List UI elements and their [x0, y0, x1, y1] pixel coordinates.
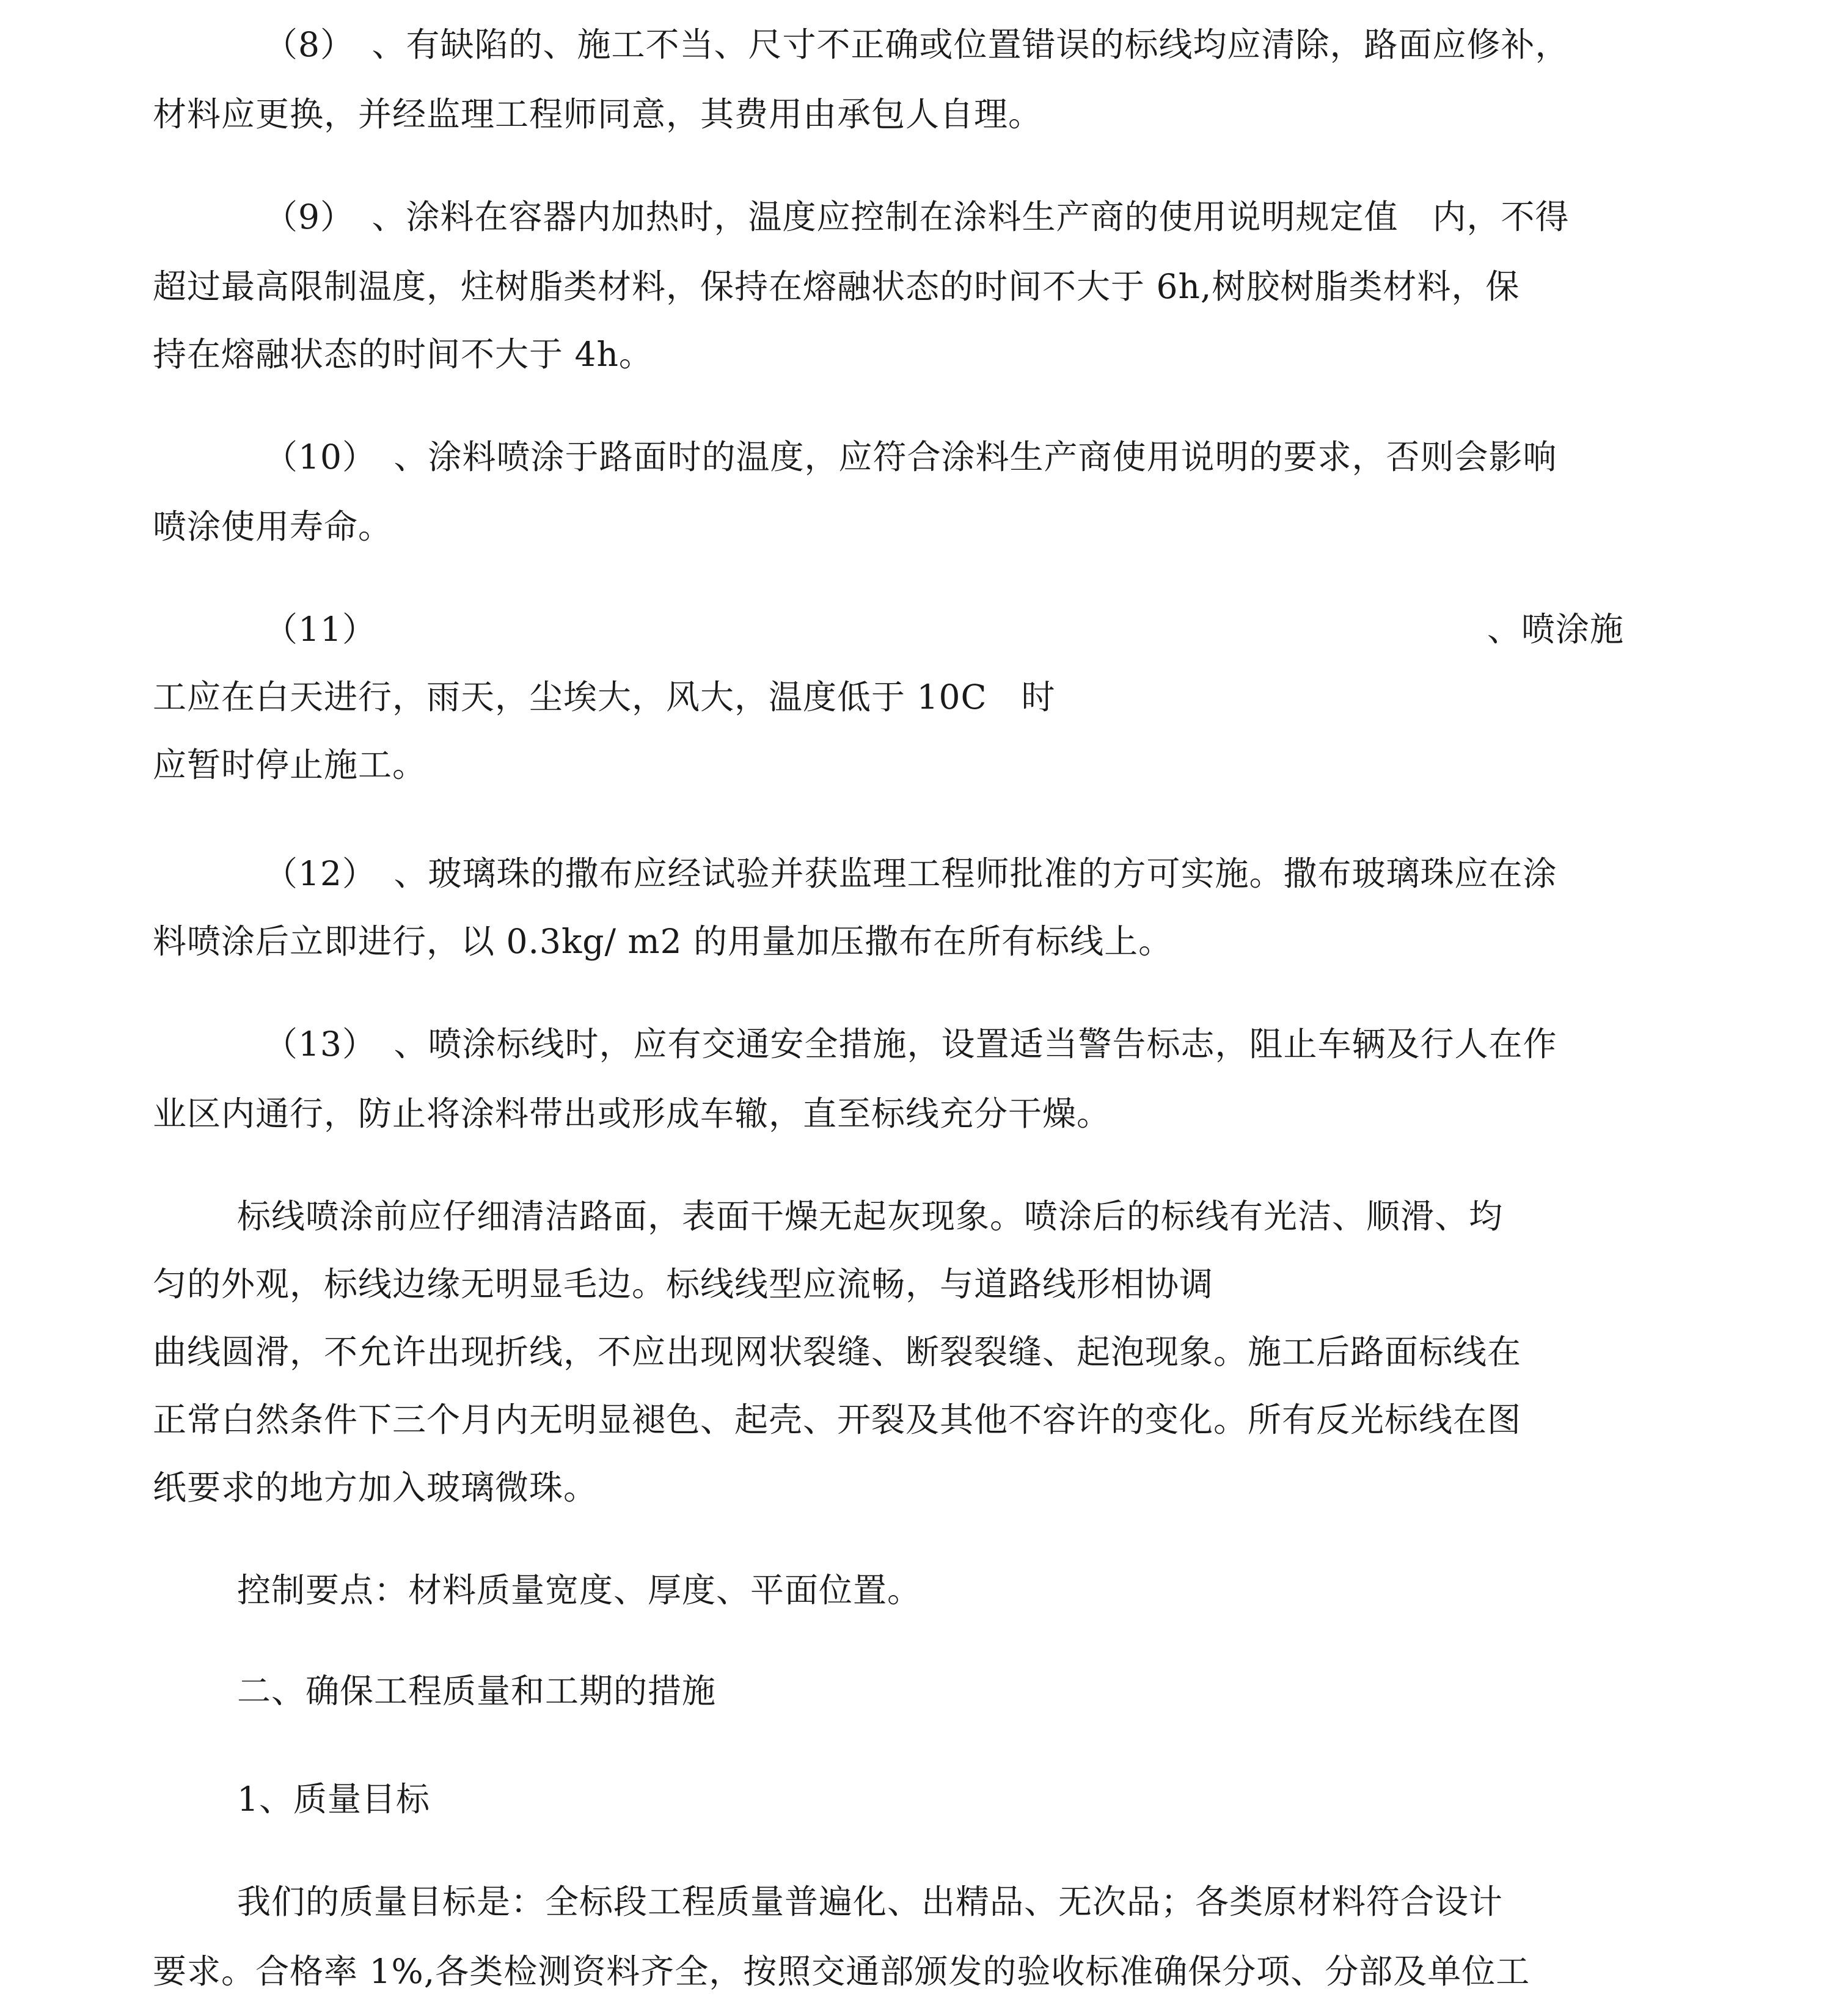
item-11-label: （11）	[264, 610, 376, 649]
item-9-line-2: 超过最高限制温度，炷树脂类材料，保持在熔融状态的时间不大于 6h,树胶树脂类材料，保	[153, 267, 1520, 306]
item-9-line-1: （9） 、涂料在容器内加热时，温度应控制在涂料生产商的使用说明规定值 内，不得	[264, 197, 1570, 236]
item-10-line-1: （10） 、涂料喷涂于路面时的温度，应符合涂料生产商使用说明的要求，否则会影响	[264, 437, 1557, 477]
quality-goal-line-1: 我们的质量目标是：全标段工程质量普遍化、出精品、无次品；各类原材料符合设计	[237, 1882, 1504, 1921]
item-11-line-3: 应暂时停止施工。	[153, 745, 427, 784]
item-12-line-1: （12） 、玻璃珠的撒布应经试验并获监理工程师批准的方可实施。撒布玻璃珠应在涂	[264, 854, 1557, 893]
item-8-line-1: （8） 、有缺陷的、施工不当、尺寸不正确或位置错误的标线均应清除，路面应修补，	[264, 25, 1570, 64]
paragraph-marking-line-4: 正常白然条件下三个月内无明显褪色、起壳、开裂及其他不容许的变化。所有反光标线在图	[153, 1400, 1522, 1439]
item-9-line-3: 持在熔融状态的时间不大于 4h。	[153, 335, 653, 374]
paragraph-marking-line-5: 纸要求的地方加入玻璃微珠。	[153, 1468, 598, 1507]
item-11-line-2: 工应在白天进行，雨天，尘埃大，风大，温度低于 10C 时	[153, 677, 1056, 717]
paragraph-marking-line-3: 曲线圆滑，不允许出现折线，不应出现网状裂缝、断裂裂缝、起泡现象。施工后路面标线在	[153, 1332, 1522, 1371]
item-8-line-2: 材料应更换，并经监理工程师同意，其费用由承包人自理。	[153, 95, 1043, 134]
control-points-line: 控制要点：材料质量宽度、厚度、平面位置。	[237, 1571, 922, 1610]
section-heading-2: 二、确保工程质量和工期的措施	[237, 1671, 717, 1711]
item-10-line-2: 喷涂使用寿命。	[153, 507, 393, 546]
subsection-heading-1: 1、质量目标	[237, 1780, 430, 1819]
item-13-line-1: （13） 、喷涂标线时，应有交通安全措施，设置适当警告标志，阻止车辆及行人在作	[264, 1024, 1557, 1064]
paragraph-marking-line-1: 标线喷涂前应仔细清洁路面，表面干燥无起灰现象。喷涂后的标线有光洁、顺滑、均	[237, 1197, 1504, 1236]
paragraph-marking-line-2: 匀的外观，标线边缘无明显毛边。标线线型应流畅，与道路线形相协调	[153, 1265, 1214, 1304]
item-11-right-fragment: 、喷涂施	[1487, 610, 1625, 649]
item-12-line-2: 料喷涂后立即进行，以 0.3kg/ m2 的用量加压撒布在所有标线上。	[153, 922, 1173, 961]
quality-goal-line-2: 要求。合格率 1%,各类检测资料齐全，按照交通部颁发的验收标准确保分项、分部及单位工	[153, 1952, 1531, 1991]
item-13-line-2: 业区内通行，防止将涂料带出或形成车辙，直至标线充分干燥。	[153, 1094, 1111, 1133]
